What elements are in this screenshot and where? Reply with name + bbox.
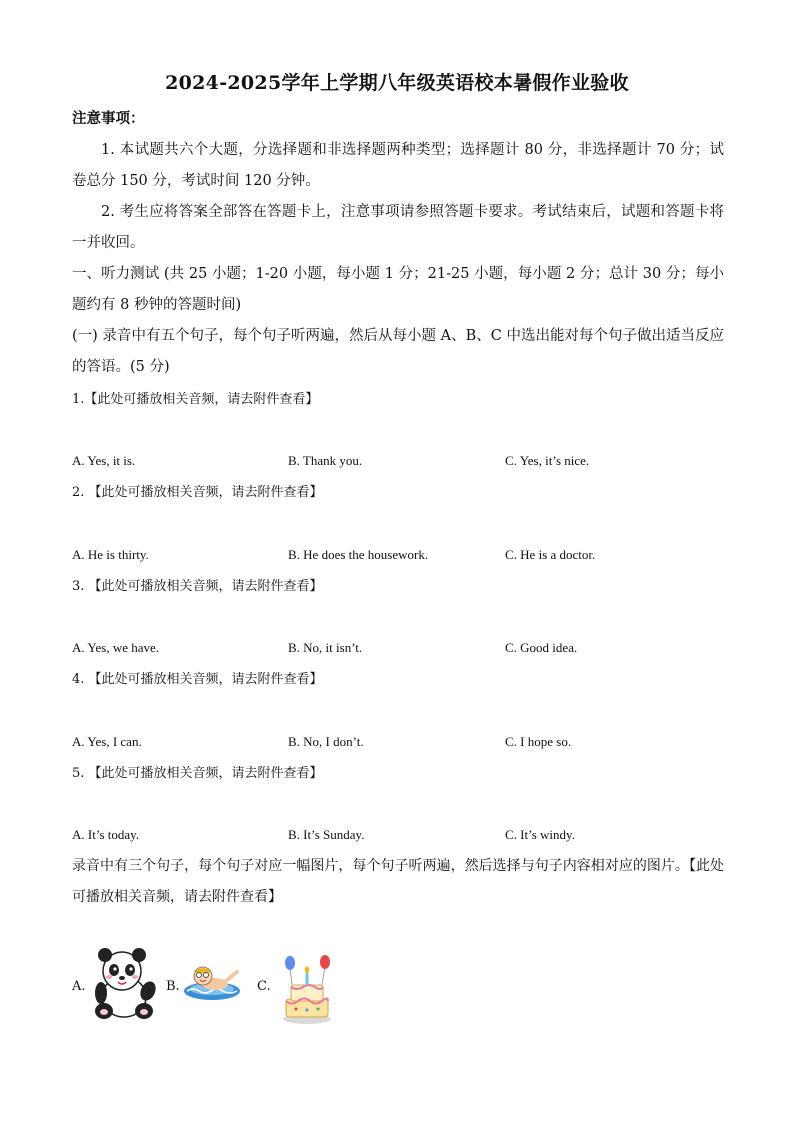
question-3-option-b[interactable]: B. No, it isn’t. [288,640,363,655]
question-5-option-c[interactable]: C. It’s windy. [505,827,575,842]
birthday-cake-icon[interactable] [278,953,336,1025]
question-2-option-a[interactable]: A. He is thirty. [72,547,149,562]
notice-item-2: 2. 考生应将答案全部答在答题卡上，注意事项请参照答题卡要求。考试结束后，试题和答题卡将一并收回。 [72,204,724,251]
question-3-option-a[interactable]: A. Yes, we have. [72,640,160,655]
section-1-heading: 一、听力测试 (共 25 小题；1-20 小题，每小题 1 分；21-25 小题，每小题 2 分；总计 30 分；每小题约有 8 秒钟的答题时间) [72,266,724,313]
question-5-prompt: 5. 【此处可播放相关音频，请去附件查看】 [72,766,323,781]
panda-icon[interactable] [88,947,160,1021]
swimming-kid-icon[interactable] [183,960,241,1002]
part-1-intro: (一) 录音中有五个句子，每个句子听两遍，然后从每小题 A、B、C 中选出能对每个句子做出适当反应的答语。(5 分) [72,328,724,375]
question-2-option-c[interactable]: C. He is a doctor. [505,547,596,562]
question-4-option-b[interactable]: B. No, I don’t. [288,734,364,749]
question-2-option-b[interactable]: B. He does the housework. [288,547,429,562]
question-1-option-b[interactable]: B. Thank you. [288,453,363,468]
notice-heading: 注意事项： [72,110,145,127]
question-4-option-c[interactable]: C. I hope so. [505,734,572,749]
question-1-option-a[interactable]: A. Yes, it is. [72,453,136,468]
picture-b-label[interactable]: B. [166,979,180,994]
question-5-option-a[interactable]: A. It’s today. [72,827,140,842]
question-1-option-c[interactable]: C. Yes, it’s nice. [505,453,590,468]
question-3-prompt: 3. 【此处可播放相关音频，请去附件查看】 [72,579,323,594]
picture-a-label[interactable]: A. [72,979,86,994]
question-2-prompt: 2. 【此处可播放相关音频，请去附件查看】 [72,485,323,500]
question-5-option-b[interactable]: B. It’s Sunday. [288,827,365,842]
notice-item-1: 1. 本试题共六个大题，分选择题和非选择题两种类型；选择题计 80 分，非选择题计 70 分；试卷总分 150 分，考试时间 120 分钟。 [72,142,724,189]
question-3-option-c[interactable]: C. Good idea. [505,640,578,655]
page-title: 2024-2025学年上学期八年级英语校本暑假作业验收 [165,72,629,94]
question-4-prompt: 4. 【此处可播放相关音频，请去附件查看】 [72,672,323,687]
part-2-intro: 录音中有三个句子，每个句子对应一幅图片，每个句子听两遍，然后选择与句子内容相对应的图片。【此处可播放相关音频，请去附件查看】 [72,858,724,905]
question-4-option-a[interactable]: A. Yes, I can. [72,734,142,749]
question-1-prompt: 1.【此处可播放相关音频，请去附件查看】 [72,392,319,407]
picture-c-label[interactable]: C. [257,979,271,994]
